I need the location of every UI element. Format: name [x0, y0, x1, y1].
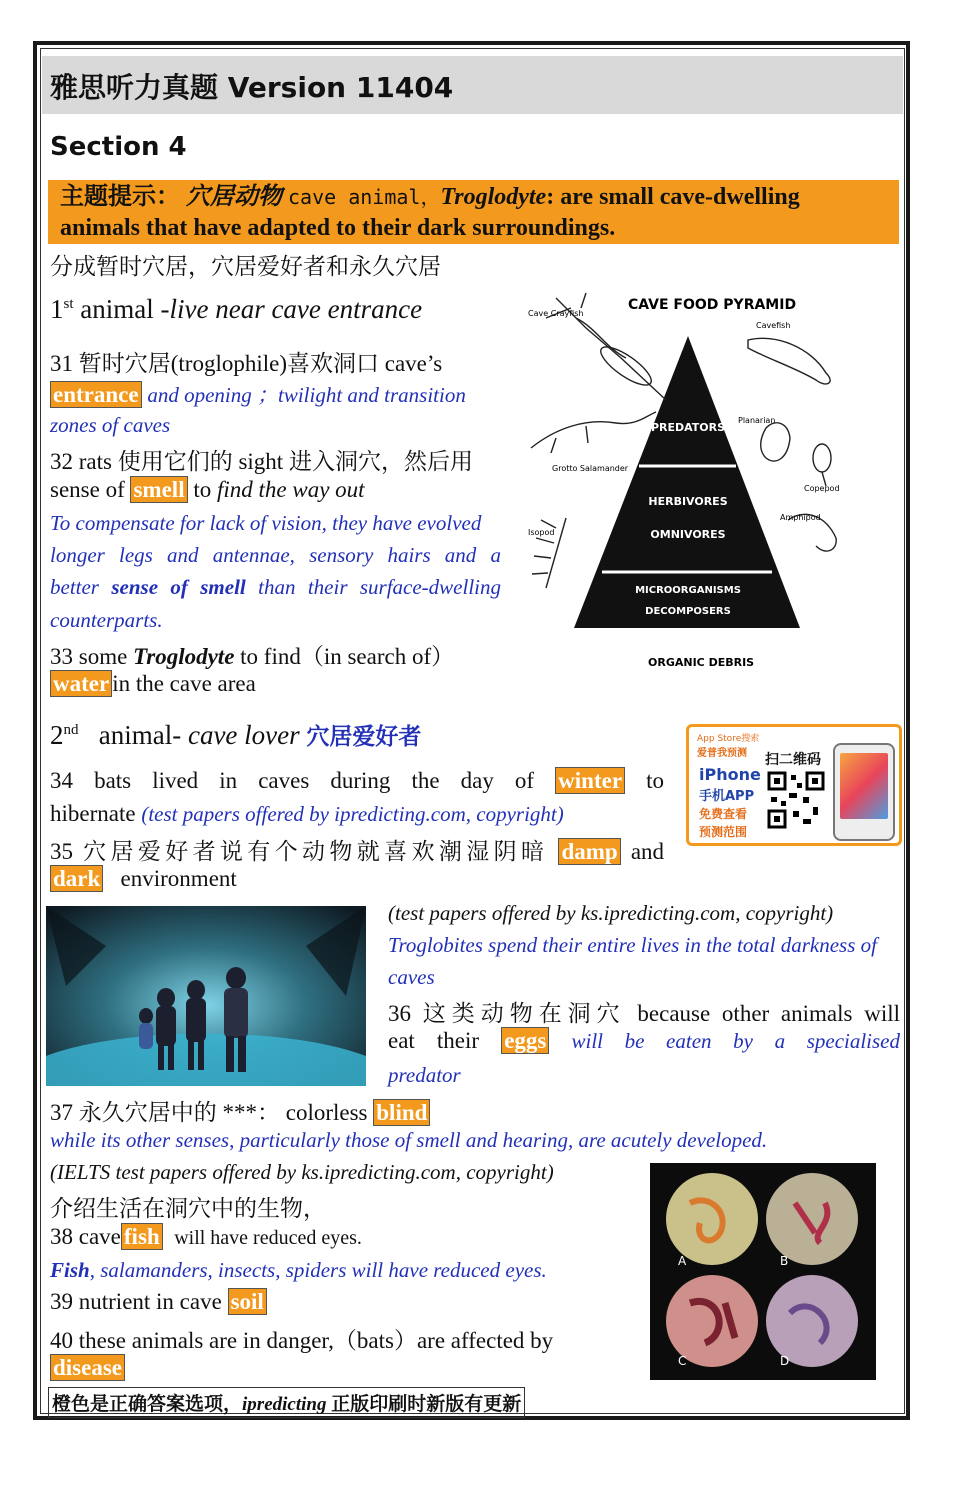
- q34-post: to: [646, 768, 665, 793]
- q36-answer: eggs: [501, 1027, 549, 1054]
- q39-answer: soil: [228, 1288, 267, 1315]
- q36-note3: will be eaten by a specialised: [571, 1029, 901, 1053]
- ad-range: 预测范围: [699, 825, 748, 839]
- q35-post2: environment: [120, 866, 237, 891]
- q36-note4: predator: [388, 1063, 461, 1087]
- label-isopod: Isopod: [528, 528, 555, 537]
- level-decomposers: DECOMPOSERS: [645, 606, 731, 617]
- q37-answer: blind: [373, 1099, 430, 1126]
- plate-a: [666, 1173, 758, 1265]
- q32-note4: counterparts.: [50, 608, 163, 632]
- q31-answer: entrance: [50, 381, 142, 408]
- qr-code-icon: [767, 771, 825, 829]
- subtitle: 分成暂时穴居，穴居爱好者和永久穴居: [50, 254, 441, 279]
- q37-note1: while its other senses, particularly those of smell and hearing, are acutely developed.: [50, 1128, 768, 1152]
- q38-pre: 38 cave: [50, 1224, 121, 1249]
- q34-line2: [50, 801, 564, 827]
- ad-iphone: iPhone: [699, 765, 761, 784]
- q32-line2: [50, 477, 365, 503]
- second-animal-heading: [50, 718, 421, 751]
- q32-post-b: find the way out: [216, 477, 365, 502]
- q31-line2: [50, 379, 466, 409]
- q32-note2-text: longer legs and antennae, sensory hairs and a: [50, 543, 501, 567]
- pyramid-base: ORGANIC DEBRIS: [648, 656, 755, 669]
- q32-post-a: to: [193, 477, 212, 502]
- q33-line1: [50, 638, 454, 671]
- q35-line2: [50, 866, 237, 892]
- plate-label-c: C: [678, 1354, 687, 1368]
- label-amphipod: Amphipod: [780, 513, 821, 522]
- q37-note2: (IELTS test papers offered by ks.ipredicting.com, copyright): [50, 1160, 554, 1184]
- level-microorganisms: MICROORGANISMS: [635, 585, 741, 596]
- q35-pre: 35 穴居爱好者说有个动物就喜欢潮湿阴暗: [50, 839, 549, 864]
- title-bar: [42, 56, 903, 114]
- heading-text: animal -: [80, 294, 170, 324]
- ad-app: 手机APP: [699, 789, 755, 804]
- footer-c: 正版印刷时新版有更新: [331, 1394, 522, 1415]
- ad-qr-label: 扫二维码: [765, 752, 821, 768]
- q37-line1: [50, 1094, 430, 1127]
- topic-cn: 穴居动物: [186, 184, 282, 210]
- plate-label-b: B: [780, 1254, 789, 1268]
- heading-num: 1: [50, 294, 64, 324]
- ad-store2: 爱普我预测: [697, 748, 747, 759]
- q34-answer: winter: [555, 767, 625, 794]
- footer-b: ipredicting: [242, 1394, 327, 1415]
- topic-term: Troglodyte: [440, 184, 547, 210]
- q37-cn: 介绍生活在洞穴中的生物，: [50, 1196, 326, 1221]
- q37-pre: 37 永久穴居中的 ***： colorless: [50, 1100, 368, 1125]
- heading2-cn: 穴居爱好者: [306, 724, 422, 750]
- q36-pre: eat their: [388, 1028, 480, 1053]
- q32-note3a: better: [50, 575, 99, 599]
- section-heading: Section 4: [50, 132, 187, 162]
- q36-text-content: 36 这类动物在洞穴 because other animals will: [388, 1001, 900, 1026]
- label-crayfish: Cave Crayfish: [528, 309, 584, 318]
- q39-pre: 39 nutrient in cave: [50, 1289, 222, 1314]
- q34-line1: [50, 768, 664, 794]
- topic-line1: : are small cave-dwelling: [546, 184, 800, 210]
- q38-note: [50, 1258, 547, 1283]
- app-ad[interactable]: [686, 724, 902, 846]
- label-salamander: Grotto Salamander: [552, 464, 629, 473]
- q35-post: and: [630, 839, 665, 864]
- heading-italic: live near cave entrance: [169, 294, 423, 324]
- q32-text: 32 rats 使用它们的 sight 进入洞穴，然后用: [50, 449, 473, 474]
- copepod-illustration: [813, 444, 831, 486]
- level-omnivores: OMNIVORES: [650, 528, 726, 541]
- q40-answer: disease: [50, 1354, 125, 1381]
- level-predators: PREDATORS: [650, 421, 726, 434]
- q36-note2: caves: [388, 965, 435, 989]
- q32-note1: To compensate for lack of vision, they have evolved: [50, 511, 482, 535]
- q36-line2: [388, 1028, 900, 1054]
- q35-answer: damp: [558, 838, 620, 865]
- footer-note: [48, 1387, 525, 1418]
- q32-pre: sense of: [50, 477, 125, 502]
- planarian-illustration: [761, 423, 790, 461]
- q32-note3: [50, 575, 501, 600]
- cave-photo: [46, 906, 366, 1086]
- topic-mono: cave animal，: [288, 185, 441, 209]
- q31-note-b: zones of caves: [50, 413, 171, 437]
- topic-banner: [48, 180, 899, 244]
- q32-note2: [50, 543, 501, 568]
- q32-answer: smell: [130, 476, 187, 503]
- q36-note0: (test papers offered by ks.ipredicting.com, copyright): [388, 901, 834, 925]
- heading-sup: st: [63, 296, 74, 312]
- q34-l2a: hibernate: [50, 801, 136, 826]
- q33-mid: to find（in search of）: [240, 644, 455, 669]
- q33-post: in the cave area: [112, 671, 256, 696]
- q36-note1: Troglobites spend their entire lives in the total darkness of: [388, 933, 877, 957]
- q40-line1: 40 these animals are in danger,（bats）are affected by: [50, 1328, 554, 1353]
- q39-line: [50, 1289, 267, 1315]
- first-animal-heading: [50, 294, 422, 325]
- cave-food-pyramid: [526, 288, 858, 673]
- plate-label-a: A: [678, 1254, 687, 1268]
- q33-pre: 33 some: [50, 644, 128, 669]
- page-title: 雅思听力真题 Version 11404: [50, 71, 454, 104]
- topic-label: 主题提示：: [60, 184, 180, 210]
- plate-label-d: D: [780, 1354, 790, 1368]
- label-cavefish: Cavefish: [756, 321, 791, 330]
- heading2-num: 2: [50, 720, 64, 750]
- ad-free: 免费查看: [699, 807, 748, 821]
- salamander-illustration: [531, 412, 656, 453]
- level-herbivores: HERBIVORES: [648, 495, 728, 508]
- q31-note-a: and opening ；twilight and transition: [147, 383, 466, 407]
- q35-line1: [50, 833, 664, 866]
- topic-line2: animals that have adapted to their dark surroundings.: [60, 215, 616, 241]
- heading2-text: animal-: [98, 720, 182, 750]
- q33-answer: water: [50, 670, 112, 697]
- q38-answer: fish: [121, 1223, 163, 1250]
- q38-line1: [50, 1224, 362, 1250]
- ishihara-plates-image: [650, 1163, 876, 1380]
- q40-line2: [50, 1355, 125, 1381]
- q38-note-b: , salamanders, insects, spiders will have reduced eyes.: [89, 1258, 547, 1282]
- phone-icon: [833, 743, 895, 841]
- q38-post: will have reduced eyes.: [174, 1227, 362, 1249]
- q35-answer2: dark: [50, 865, 103, 892]
- label-planarian: Planarian: [738, 416, 776, 425]
- pyramid-title: CAVE FOOD PYRAMID: [628, 297, 797, 313]
- q34-l2b: (test papers offered by ipredicting.com, copyright): [141, 802, 564, 826]
- heading2-italic: cave lover: [187, 720, 300, 750]
- heading2-sup: nd: [63, 722, 79, 738]
- q32-note3c: than their surface-dwelling: [258, 575, 502, 599]
- q33-term: Troglodyte: [133, 644, 235, 669]
- plate-b: [766, 1173, 858, 1265]
- q38-note-a: Fish: [50, 1258, 90, 1282]
- q36-text: [388, 995, 900, 1028]
- q32-note3b: sense of smell: [111, 575, 246, 599]
- label-copepod: Copepod: [804, 484, 840, 493]
- q34-pre: 34 bats lived in caves during the day of: [50, 768, 535, 793]
- footer-a: 橙色是正确答案选项，: [52, 1394, 243, 1415]
- q33-line2: [50, 671, 256, 697]
- cavefish-illustration: [748, 338, 830, 384]
- q31-text: 31 暂时穴居(troglophile)喜欢洞口 cave’s: [50, 351, 443, 376]
- ad-store: App Store搜索: [697, 734, 760, 744]
